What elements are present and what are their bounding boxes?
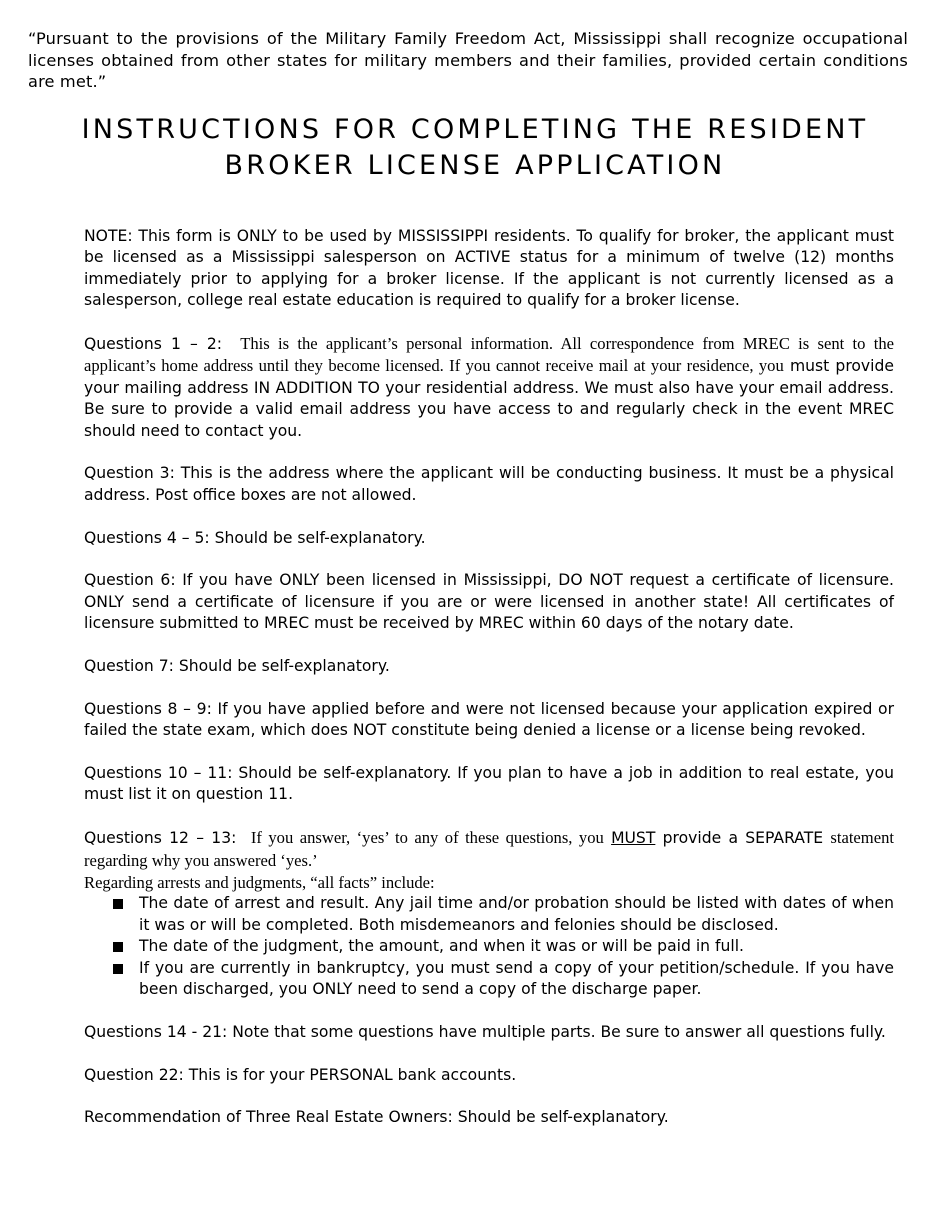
questions-12-13-serif-b: statement regarding why you answered ‘yes.’: [84, 828, 894, 870]
square-bullet-icon: [113, 899, 123, 909]
list-item: [139, 893, 894, 936]
questions-1-2-label: Questions 1 – 2:: [84, 335, 223, 354]
questions-10-11-paragraph: Questions 10 – 11: Should be self-explanatory. If you plan to have a job in addition to real estate, you must list it on question 11.: [84, 764, 894, 804]
questions-8-9-paragraph: Questions 8 – 9: If you have applied before and were not licensed because your application expired or failed the state exam, which does NOT constitute being denied a license or a license being revoked.: [84, 699, 894, 740]
recommendation-paragraph: Recommendation of Three Real Estate Owners: Should be self-explanatory.: [84, 1108, 669, 1127]
list-item-text: The date of arrest and result. Any jail time and/or probation should be listed with dates of when it was or will be completed. Both misdemeanors and felonies should be disclosed.: [139, 894, 894, 934]
questions-4-5-paragraph: Questions 4 – 5: Should be self-explanatory.: [84, 528, 426, 547]
all-facts-list: [84, 893, 894, 1000]
questions-1-2-serif-text: This is the applicant’s personal information. All correspondence from MREC is sent to the applicant’s home address until they become licensed. If you cannot receive mail at your residence, you: [84, 334, 894, 376]
questions-1-2-rest: must provide your mailing address IN ADDITION TO your residential address. We must also have your email address. Be sure to provide a valid email address you have access to and regularly check in the event MREC should need to contact you.: [84, 357, 894, 440]
question-6-paragraph: Question 6: If you have ONLY been licensed in Mississippi, DO NOT request a certificate of licensure. ONLY send a certificate of licensure if you are or were licensed in another state! All certificates of licensure submitted to MREC must be received by MREC within 60 days of the notary date.: [84, 571, 894, 633]
questions-12-13-paragraph: [84, 827, 894, 872]
list-item-text: The date of the judgment, the amount, and when it was or will be paid in full.: [139, 937, 744, 956]
questions-12-13-provide: provide a SEPARATE: [662, 829, 824, 848]
page-title: [28, 112, 922, 184]
questions-14-21-paragraph: Questions 14 - 21: Note that some questions have multiple parts. Be sure to answer all questions fully.: [84, 1022, 886, 1041]
list-item: [139, 936, 894, 957]
questions-12-13-serif-a: If you answer, ‘yes’ to any of these questions, you: [250, 828, 604, 848]
arrests-judgments-lead: Regarding arrests and judgments, “all facts” include:: [84, 873, 435, 893]
questions-1-2-paragraph: [84, 333, 894, 442]
questions-12-13-label: Questions 12 – 13:: [84, 829, 237, 848]
title-line-1: INSTRUCTIONS FOR COMPLETING THE RESIDENT: [81, 114, 869, 145]
must-emphasis: MUST: [611, 829, 656, 848]
question-7-paragraph: Question 7: Should be self-explanatory.: [84, 657, 390, 676]
square-bullet-icon: [113, 964, 123, 974]
question-22-paragraph: Question 22: This is for your PERSONAL bank accounts.: [84, 1065, 517, 1084]
list-item: [139, 958, 894, 1001]
question-3-paragraph: Question 3: This is the address where the applicant will be conducting business. It must be a physical address. Post office boxes are not allowed.: [84, 464, 894, 504]
title-line-2: BROKER LICENSE APPLICATION: [224, 150, 726, 181]
list-item-text: If you are currently in bankruptcy, you must send a copy of your petition/schedule. If you have been discharged, you ONLY need to send a copy of the discharge paper.: [139, 958, 894, 999]
square-bullet-icon: [113, 942, 123, 952]
instructions-body: [84, 226, 894, 1150]
intro-quote: “Pursuant to the provisions of the Military Family Freedom Act, Mississippi shall recognize occupational licenses obtained from other states for military members and their families, provided certain conditions are met.”: [28, 29, 908, 91]
note-paragraph: NOTE: This form is ONLY to be used by MISSISSIPPI residents. To qualify for broker, the applicant must be licensed as a Mississippi salesperson on ACTIVE status for a minimum of twelve (12) months immediately prior to applying for a broker license. If the applicant is not currently licensed as a salesperson, college real estate education is required to qualify for a broker license.: [84, 227, 894, 310]
